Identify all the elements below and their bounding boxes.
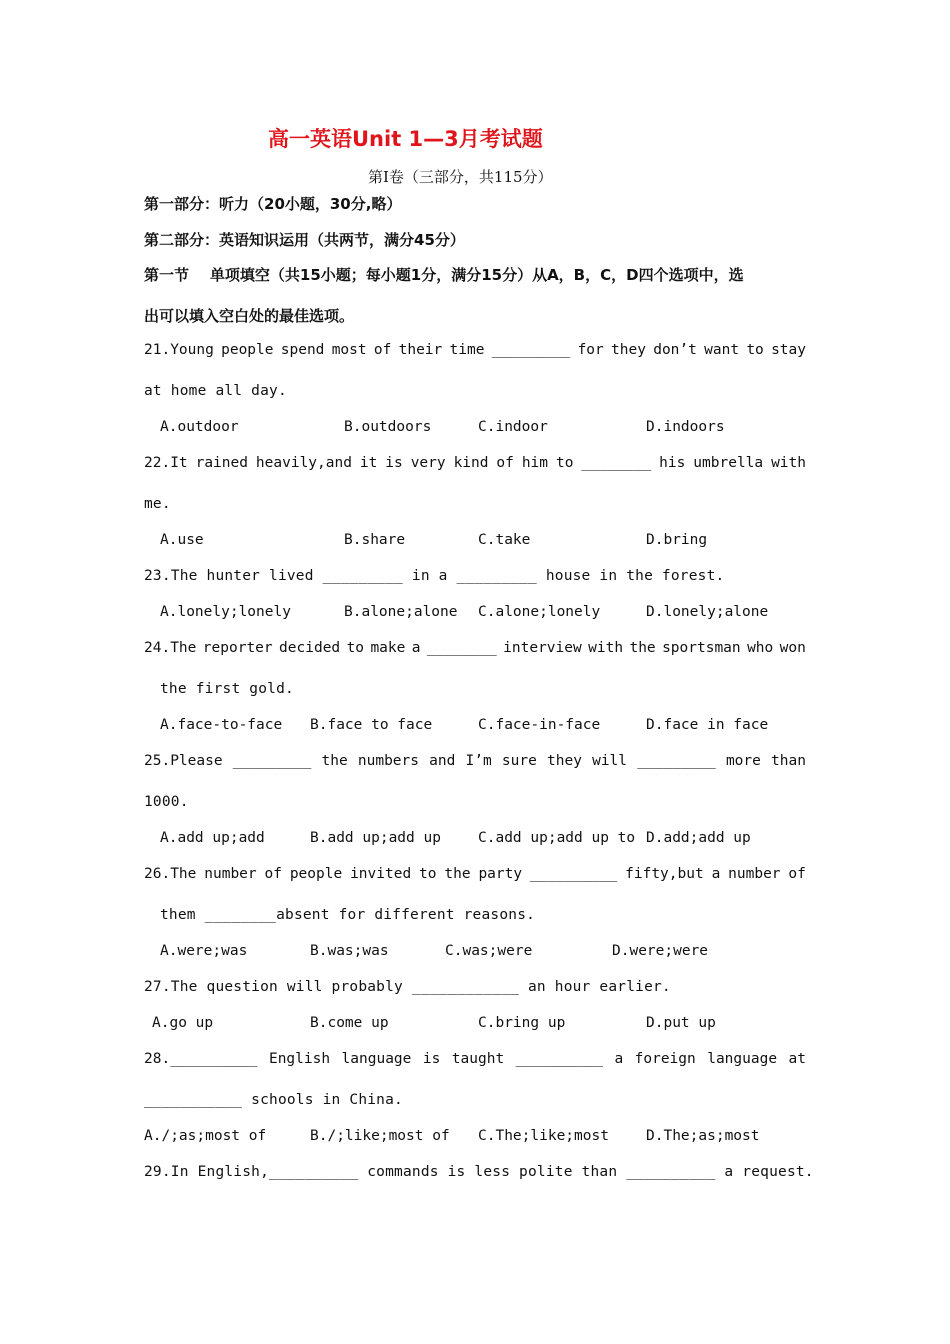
word: a xyxy=(614,1051,624,1067)
page-title: 高一英语Unit 1—3月考试题 xyxy=(268,127,543,151)
word: decided xyxy=(279,640,341,656)
word: 24.The xyxy=(144,640,197,656)
word: a xyxy=(411,640,421,656)
word: it xyxy=(359,455,378,471)
word: heavily,and xyxy=(255,455,352,471)
word: to xyxy=(346,640,365,656)
word: 28.__________ xyxy=(144,1051,258,1067)
word: won xyxy=(779,640,806,656)
word: is xyxy=(385,455,403,471)
question-21-option-a: A.outdoor xyxy=(160,419,239,435)
question-25-option-a: A.add up;add xyxy=(160,830,265,846)
question-24-option-d: D.face in face xyxy=(646,717,769,733)
question-24-option-c: C.face-in-face xyxy=(478,717,601,733)
section1-instructions-cont: 出可以填入空白处的最佳选项。 xyxy=(144,307,355,325)
word: him xyxy=(521,455,549,471)
question-28-option-c: C.The;like;most xyxy=(478,1128,609,1144)
word: to xyxy=(419,866,437,882)
word: of xyxy=(496,455,514,471)
word: to xyxy=(746,342,764,358)
word: of xyxy=(264,866,282,882)
answer-blank: __________ xyxy=(529,866,618,882)
word: 25.Please xyxy=(144,753,223,769)
word: want xyxy=(704,342,740,358)
question-23-option-a: A.lonely;lonely xyxy=(160,604,291,620)
question-28-stem xyxy=(144,1051,806,1067)
question-25-stem xyxy=(144,753,806,769)
word: I’m xyxy=(465,753,492,769)
answer-blank: _________ xyxy=(491,342,571,358)
question-21-stem-cont: at home all day. xyxy=(144,383,287,399)
question-28-option-b: B./;like;most of xyxy=(310,1128,450,1144)
answer-blank: __________ xyxy=(515,1051,603,1067)
question-23-option-b: B.alone;alone xyxy=(344,604,458,620)
section1-instructions: 第一节 单项填空（共15小题；每小题1分，满分15分）从A，B，C，D四个选项中，选 xyxy=(144,266,744,284)
question-22-option-b: B.share xyxy=(344,532,406,548)
word: than xyxy=(771,753,806,769)
question-25-option-d: D.add;add up xyxy=(646,830,751,846)
word: of xyxy=(788,866,806,882)
word: sportsman xyxy=(662,640,741,656)
word: umbrella xyxy=(693,455,764,471)
question-26-option-c: C.was;were xyxy=(445,943,533,959)
word: reporter xyxy=(202,640,273,656)
word: interview xyxy=(503,640,582,656)
question-26-stem xyxy=(144,866,806,882)
word: is xyxy=(422,1051,441,1067)
question-21-stem xyxy=(144,342,806,358)
word: people xyxy=(221,342,274,358)
question-26-option-d: D.were;were xyxy=(612,943,709,959)
word: 26.The xyxy=(144,866,197,882)
word: time xyxy=(449,342,485,358)
word: kind xyxy=(453,455,489,471)
word: taught xyxy=(451,1051,505,1067)
question-29-stem: 29.In English,__________ commands is less polite than __________ a request. xyxy=(144,1164,814,1180)
question-25-option-b: B.add up;add up xyxy=(310,830,441,846)
question-24-stem xyxy=(144,640,806,656)
question-24-option-b: B.face to face xyxy=(310,717,433,733)
word: the xyxy=(444,866,471,882)
word: sure xyxy=(501,753,537,769)
word: with xyxy=(588,640,624,656)
question-28-option-d: D.The;as;most xyxy=(646,1128,760,1144)
question-21-option-b: B.outdoors xyxy=(344,419,432,435)
question-22-option-c: C.take xyxy=(478,532,531,548)
question-27-option-d: D.put up xyxy=(646,1015,716,1031)
question-22-option-d: D.bring xyxy=(646,532,708,548)
word: number xyxy=(728,866,781,882)
question-23-option-d: D.lonely;alone xyxy=(646,604,769,620)
word: foreign xyxy=(634,1051,696,1067)
word: language xyxy=(341,1051,412,1067)
word: who xyxy=(747,640,774,656)
word: invited xyxy=(350,866,412,882)
question-22-option-a: A.use xyxy=(160,532,204,548)
word: numbers xyxy=(357,753,419,769)
question-25-stem-cont: 1000. xyxy=(144,794,189,810)
word: fifty,but xyxy=(625,866,704,882)
word: most xyxy=(331,342,367,358)
word: they xyxy=(547,753,582,769)
word: at xyxy=(788,1051,806,1067)
answer-blank: ________ xyxy=(581,455,652,471)
word: to xyxy=(555,455,574,471)
question-28-stem-cont: ___________ schools in China. xyxy=(144,1092,403,1108)
word: English xyxy=(268,1051,331,1067)
word: very xyxy=(410,455,446,471)
word: and xyxy=(429,753,456,769)
answer-blank: ________ xyxy=(426,640,497,656)
word: the xyxy=(321,753,348,769)
word: spend xyxy=(280,342,325,358)
page-subtitle: 第Ⅰ卷（三部分，共115分） xyxy=(368,168,553,186)
answer-blank: _________ xyxy=(637,753,716,769)
question-21-option-d: D.indoors xyxy=(646,419,725,435)
word: rained xyxy=(195,455,248,471)
word: 21.Young xyxy=(144,342,214,358)
question-24-stem-cont: the first gold. xyxy=(160,681,294,697)
word: stay xyxy=(771,342,806,358)
word: more xyxy=(725,753,761,769)
question-28-option-a: A./;as;most of xyxy=(144,1128,267,1144)
question-26-option-b: B.was;was xyxy=(310,943,389,959)
question-24-option-a: A.face-to-face xyxy=(160,717,283,733)
question-27-option-a: A.go up xyxy=(152,1015,214,1031)
word: his xyxy=(659,455,686,471)
question-27-stem: 27.The question will probably ____________ an hour earlier. xyxy=(144,979,671,995)
question-27-option-b: B.come up xyxy=(310,1015,389,1031)
question-25-option-c: C.add up;add up to xyxy=(478,830,636,846)
question-21-option-c: C.indoor xyxy=(478,419,548,435)
word: don’t xyxy=(653,342,697,358)
word: number xyxy=(204,866,257,882)
word: of xyxy=(373,342,392,358)
word: their xyxy=(398,342,443,358)
part1-heading: 第一部分：听力（20小题，30分,略） xyxy=(144,195,402,213)
word: party xyxy=(478,866,523,882)
question-27-option-c: C.bring up xyxy=(478,1015,566,1031)
word: people xyxy=(289,866,343,882)
word: with xyxy=(771,455,806,471)
question-22-stem-cont: me. xyxy=(144,496,171,512)
answer-blank: _________ xyxy=(232,753,312,769)
word: the xyxy=(629,640,656,656)
question-26-stem-cont: them ________absent for different reasons. xyxy=(160,907,536,923)
word: make xyxy=(370,640,406,656)
word: language xyxy=(707,1051,778,1067)
question-23-option-c: C.alone;lonely xyxy=(478,604,601,620)
question-22-stem xyxy=(144,455,806,471)
word: will xyxy=(592,753,628,769)
part2-heading: 第二部分：英语知识运用（共两节，满分45分） xyxy=(144,231,465,249)
word: they xyxy=(611,342,646,358)
question-23-stem: 23.The hunter lived _________ in a _________ house in the forest. xyxy=(144,568,725,584)
word: 22.It xyxy=(144,455,188,471)
word: for xyxy=(577,342,604,358)
question-26-option-a: A.were;was xyxy=(160,943,248,959)
word: a xyxy=(711,866,721,882)
